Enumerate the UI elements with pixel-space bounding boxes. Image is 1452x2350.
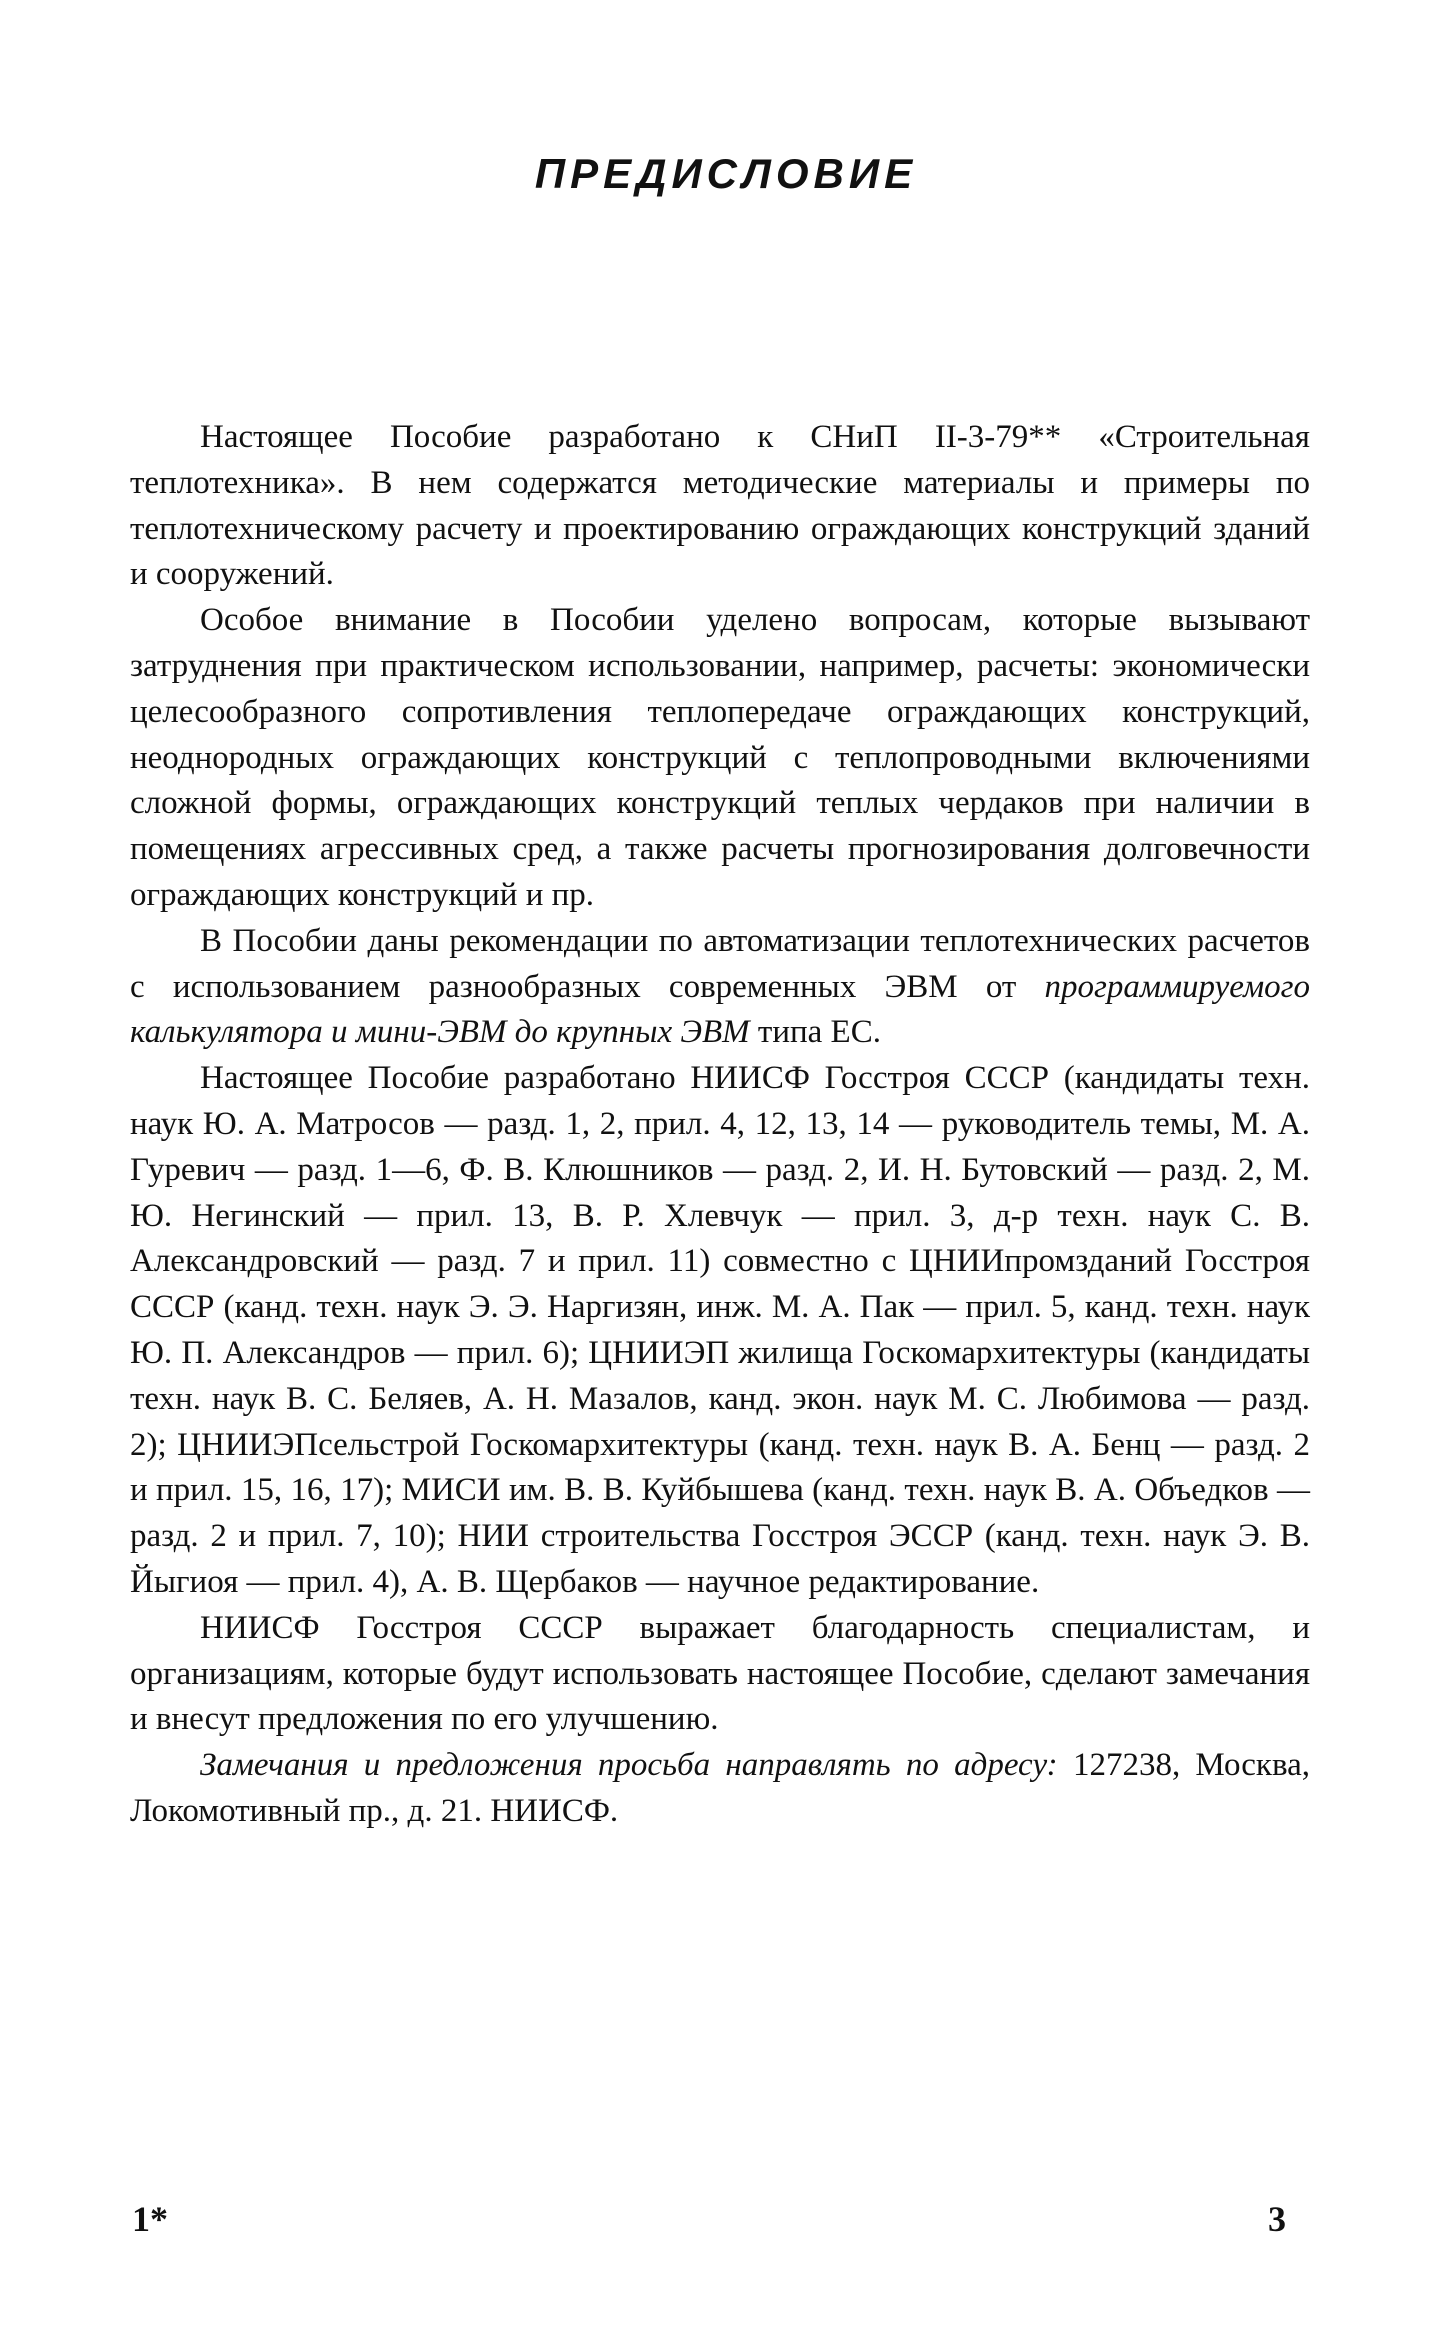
paragraph-3-italic: программируемого калькулятора и мини-ЭВМ до крупных ЭВМ <box>130 968 1311 1051</box>
paragraph-5: НИИСФ Госстроя СССР выражает благодарность специалистам, и организациям, которые будут использовать настоящее Пособие, сделают замечания и внесут предложения по его улучшению. <box>130 1609 1310 1738</box>
paragraph-4: Настоящее Пособие разработано НИИСФ Госстроя СССР (кандидаты техн. наук Ю. А. Матросов — разд. 1, 2, прил. 4, 12, 13, 14 — руководитель темы, М. А. Гуревич — разд. 1—6, Ф. В. Клюшников — разд. 2, И. Н. Бутовский — разд. 2, М. Ю. Негинский — прил. 13, В. Р. Хлевчук — прил. 3, д-р техн. наук С. В. Александровский — разд. 7 и прил. 11) совместно с ЦНИИпромзданий Госстроя СССР (канд. техн. наук Э. Э. Наргизян, инж. М. А. Пак — прил. 5, канд. техн. наук Ю. П. Александров — прил. 6); ЦНИИЭП жилища Госкомархитектуры (кандидаты техн. наук В. С. Беляев, А. Н. Мазалов, канд. экон. наук М. С. Любимова — разд. 2); ЦНИИЭПсельстрой Госкомархитектуры (канд. техн. наук В. А. Бенц — разд. 2 и прил. 15, 16, 17); МИСИ им. В. В. Куйбышева (канд. техн. наук В. А. Объедков — разд. 2 и прил. 7, 10); НИИ строительства Госстроя ЭССР (канд. техн. наук Э. В. Йыгиоя — прил. 4), А. В. Щербаков — научное редактирование. <box>130 1060 1310 1600</box>
signature-mark: 1* <box>132 2199 168 2239</box>
paragraph-address <box>130 1743 1310 1835</box>
address-intro: Замечания и предложения просьба направлять по адресу: <box>200 1747 1058 1784</box>
page-title: ПРЕДИСЛОВИЕ <box>534 150 918 197</box>
page-number: 3 <box>1268 2199 1286 2239</box>
paragraph-2: Особое внимание в Пособии уделено вопросам, которые вызывают затруднения при практическом использовании, например, расчеты: экономически целесообразного сопротивления теплопередаче ограждающих конструкций, неоднородных ограждающих конструкций с теплопроводными включениями сложной формы, ограждающих конструкций теплых чердаков при наличии в помещениях агрессивных сред, а также расчеты прогнозирования долговечности ограждающих конструкций и пр. <box>130 602 1310 913</box>
paragraph-3 <box>130 919 1310 1056</box>
paragraph-1: Настоящее Пособие разработано к СНиП II-3-79** «Строительная теплотехника». В нем содержатся методические материалы и примеры по теплотехническому расчету и проектированию ограждающих конструкций зданий и сооружений. <box>130 419 1310 593</box>
paragraph-3-tail: типа ЕС. <box>757 1014 881 1051</box>
paragraph-3-lead: В Пособии даны рекомендации по автоматизации теплотехнических расчетов с использованием разнообразных современных ЭВМ от <box>130 922 1310 1005</box>
address-value: 127238, Москва, Локомотивный пр., д. 21. НИИСФ. <box>130 1747 1310 1829</box>
preface-body <box>130 415 1310 1835</box>
